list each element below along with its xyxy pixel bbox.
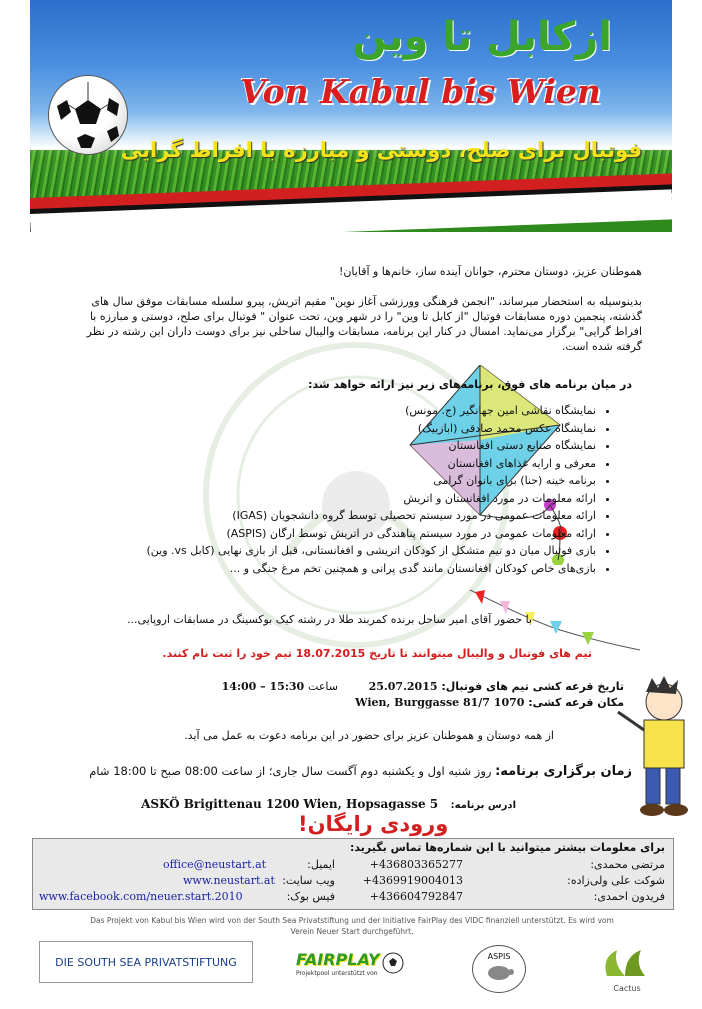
draw-time-label: ساعت xyxy=(308,680,338,693)
title-persian: ازکابل تا وین xyxy=(352,14,612,60)
contact-box xyxy=(32,838,674,910)
event-time-label: زمان برگزاری برنامه: xyxy=(495,764,632,779)
invitation: از همه دوستان و هموطنان عزیز برای حضور در این برنامه دعوت به عمل می آید. xyxy=(184,729,554,742)
fairplay-subtext: Projektpool unterstützt von xyxy=(296,970,378,977)
facebook-link[interactable]: www.facebook.com/neuer.start.2010 xyxy=(39,890,243,903)
cactus-icon xyxy=(597,946,657,980)
intro-paragraph: بدینوسیله به استحضار میرساند، "انجمن فرهنگی وورزشی آغاز نوین" مقیم اتریش، پیرو سلسله مسابقات موفق سال های گذشته، پنجمین دوره مسابقات فوتبال "از کابل تا وین" را در شهر وین، تحت عنوان " فوتبال برای صلح، دوستی و مبارزه با افراط گرایی" برگزار می‌نماید. امسال در کنار این برنامه، مسابقات والیبال ساحلی نیز برای دوست داران این رشته در نظر گرفته شده است. xyxy=(86,295,642,353)
aspis-logo xyxy=(472,945,526,993)
boxer-note: با حضور آقای امیر ساحل برنده کمربند طلا در رشته کیک بوکسینگ در مسابقات اروپایی... xyxy=(127,613,532,626)
list-item: • بازی‌های خاص کودکان افغانستان مانند گدی پرانی و همچنین تخم مرغ جنگی و ... xyxy=(76,561,596,576)
fairplay-logo xyxy=(296,950,410,990)
cactus-logo xyxy=(597,946,657,993)
aspis-wordmark: ASPIS xyxy=(487,952,511,961)
list-item: • ارائه معلومات در مورد افغانستان و اتریش xyxy=(76,491,596,506)
list-item: • نمایشگاه عکس محمد صادقی (ابازبیگ) xyxy=(76,421,596,436)
contact-heading: برای معلومات بیشتر میتوانید با این شماره‌ها تماس بگیرید: xyxy=(350,841,665,854)
contact-label: ایمیل: xyxy=(307,858,335,871)
greeting: هموطنان عزیز، دوستان محترم، جوانان آینده ساز، خانم‌ها و آقایان! xyxy=(338,265,642,278)
fairplay-wordmark: FAIRPLAY xyxy=(296,950,380,969)
contact-name: فریدون احمدی: xyxy=(593,890,665,903)
contact-phone[interactable]: +436803365277 xyxy=(369,858,463,871)
draw-place-line xyxy=(164,695,624,710)
list-item: • بازی فوتبال میان دو تیم متشکل از کودکان اتریشی و افغانستانی، قبل از بازی نهایی (کابل vs. وین) xyxy=(76,543,596,558)
free-entry: ورودی رایگان! xyxy=(298,812,449,836)
sponsor-note: Das Projekt von Kabul bis Wien wird von der South Sea Privatstiftung und der Initiative FairPlay des VIDC finanziell unterstützt. Es wird vom Verein Neuer Start durchgeführt. xyxy=(90,916,614,936)
list-item: • ارائه معلومات عمومی در مورد سیستم تحصیلی توسط گروه دانشجویان (IGAS) xyxy=(76,508,596,523)
fairplay-ball-icon xyxy=(380,952,410,974)
list-item: • نمایشگاه نقاشی امین جهانگیر (ج. مونس) xyxy=(76,403,596,418)
contact-name: شوکت علی ولی‌زاده: xyxy=(567,874,665,887)
event-time-line xyxy=(32,764,632,779)
email-link[interactable]: office@neustart.at xyxy=(163,858,267,871)
draw-date-label: تاریخ قرعه کشی تیم های فوتبال: xyxy=(441,680,624,693)
address-value: ASKÖ Brigittenau 1200 Wien, Hopsagasse 5 xyxy=(141,797,439,811)
list-item: • نمایشگاه صنایع دستی افغانستان xyxy=(76,438,596,453)
address-line xyxy=(16,797,516,813)
program-heading: در میان برنامه های فوق، برنامه‌های زیر نیز ارائه خواهد شد: xyxy=(308,378,632,391)
list-item: • معرفی و ارایه غذاهای افغانستان xyxy=(76,456,596,471)
draw-date-line xyxy=(164,679,624,694)
title-german: Von Kabul bis Wien xyxy=(240,72,601,111)
contact-label: فیس بوک: xyxy=(286,890,335,903)
draw-place-value: 1070 Wien, Burggasse 81/7 xyxy=(355,696,525,709)
contact-phone[interactable]: +436604792847 xyxy=(369,890,463,903)
cactus-wordmark: Cactus xyxy=(613,984,641,993)
boy-with-kite-icon xyxy=(610,672,702,822)
soccer-ball-icon xyxy=(48,75,128,155)
list-item: • برنامه خینه (حنا) برای بانوان گرامی xyxy=(76,473,596,488)
draw-place-label: مکان قرعه کشی: xyxy=(528,696,624,709)
program-list xyxy=(76,403,612,578)
contact-label: ویب سایت: xyxy=(282,874,335,887)
south-sea-logo: DIE SOUTH SEA PRIVATSTIFTUNG xyxy=(39,941,253,983)
address-label: ادرس برنامه: xyxy=(450,800,516,811)
draw-time-value: 15:30 – 14:00 xyxy=(221,680,305,693)
registration-deadline: تیم های فوتبال و والیبال میتوانند تا تاریخ 18.07.2015 تیم خود را ثبت نام کنند. xyxy=(162,647,592,660)
contact-name: مرتضی محمدی: xyxy=(590,858,665,871)
turtle-icon xyxy=(484,963,514,981)
website-link[interactable]: www.neustart.at xyxy=(183,874,275,887)
contact-phone[interactable]: +4369919004013 xyxy=(362,874,463,887)
list-item: • ارائه معلومات عمومی در مورد سیستم پناهندگی در اتریش توسط ارگان (ASPIS) xyxy=(76,526,596,541)
draw-date-value: 25.07.2015 xyxy=(368,680,438,693)
subtitle-persian: فوتبال برای صلح، دوستی و مبارزه با افراط گرایی xyxy=(120,138,642,162)
event-time-value: روز شنبه اول و یکشنبه دوم آگست سال جاری؛ از ساعت 08:00 صبح تا 18:00 شام xyxy=(89,764,492,778)
